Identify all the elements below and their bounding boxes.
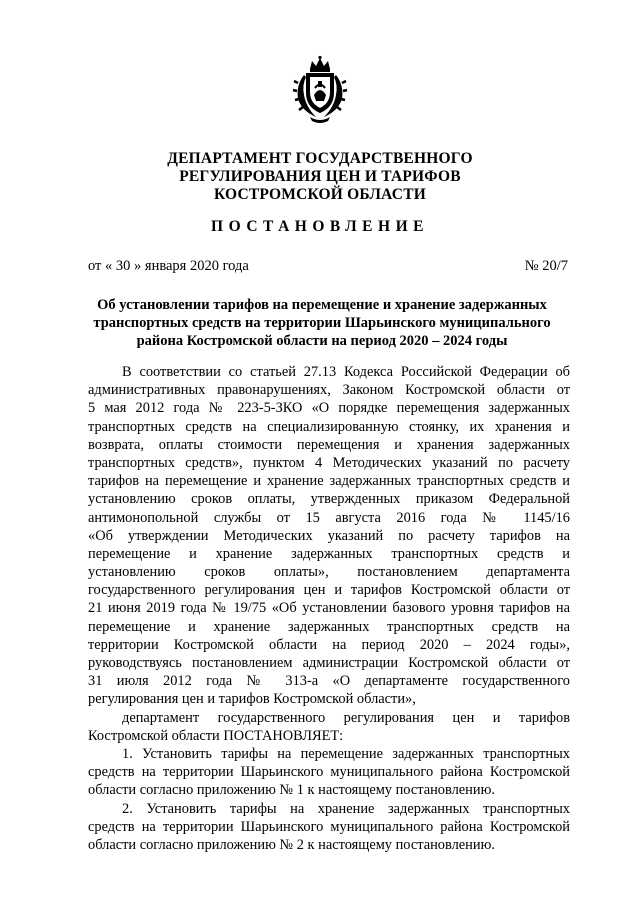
body-text-line: «Об утверждении Методических указаний по расчету тарифов на [88,527,570,544]
document-type: ПОСТАНОВЛЕНИЕ [211,218,429,235]
body-text-line: тарифов на перемещение и хранение задержанных транспортных средств и [88,473,570,490]
department-line: ДЕПАРТАМЕНТ ГОСУДАРСТВЕННОГО [167,150,473,167]
subject-line: района Костромской области на период 2020 – 2024 годы [136,333,508,349]
body-text-line: государственного регулирования цен и тарифов Костромской области от [88,582,570,599]
document-number: № 20/7 [524,258,568,274]
body-text-line: 1. Установить тарифы на перемещение задержанных транспортных [122,745,570,762]
body-text-line: возврата, оплаты стоимости перемещения и хранения задержанных [88,436,570,453]
body-text-line: перемещение и хранение задержанных транспортных средств и [88,545,570,562]
document-subject [80,296,564,350]
body-text-line: департамент государственного регулирования цен и тарифов [122,709,570,726]
coat-of-arms-icon [292,55,348,125]
department-line: КОСТРОМСКОЙ ОБЛАСТИ [213,186,426,203]
body-text-line: транспортных средств», пунктом 4 Методических указаний по расчету [88,454,570,471]
body-text-line: области согласно приложению № 1 к настоящему постановлению. [88,782,495,799]
document-body [88,363,570,854]
subject-line: транспортных средств на территории Шарьинского муниципального [93,315,551,331]
body-text-line: антимонопольной службы от 15 августа 2016 года № 1145/16 [88,509,570,526]
body-text-line: средств на территории Шарьинского муниципального района Костромской [88,764,570,781]
body-text-line: В соответствии со статьей 27.13 Кодекса Российской Федерации об [122,364,570,380]
body-text-line: 21 июня 2019 года № 19/75 «Об установлении базового уровня тарифов на [88,600,570,617]
subject-line: Об установлении тарифов на перемещение и хранение задержанных [97,297,547,313]
department-line: РЕГУЛИРОВАНИЯ ЦЕН И ТАРИФОВ [179,168,461,185]
body-text-line: средств на территории Шарьинского муниципального района Костромской [88,818,570,835]
body-text-line: 31 июля 2012 года № 313-а «О департаменте государственного [88,673,570,690]
body-text-line: административных правонарушениях, Законом Костромской области от [88,382,570,399]
body-text-line: установлению сроков оплаты, утвержденных приказом Федеральной [88,491,570,508]
body-text-line: перемещение и хранение задержанных транспортных средств на [88,618,570,635]
document-date: от « 30 » января 2020 года [88,258,249,274]
body-text-line: транспортных средств на специализированную стоянку, их хранения и [88,418,570,435]
body-text-line: Костромской области ПОСТАНОВЛЯЕТ: [88,727,344,744]
body-text-line: области согласно приложению № 2 к настоящему постановлению. [88,836,495,853]
body-text-line: руководствуясь постановлением администрации Костромской области от [88,655,570,671]
body-text-line: 2. Установить тарифы на хранение задержанных транспортных [122,800,570,817]
department-name [100,150,540,204]
body-text-line: установлению сроков оплаты», постановлением департамента [88,564,570,581]
body-text-line: 5 мая 2012 года № 223-5-ЗКО «О порядке перемещения задержанных [88,400,570,417]
body-text-line: регулирования цен и тарифов Костромской области», [88,691,416,708]
body-text-line: территории Костромской области на период 2020 – 2024 годы», [88,636,570,653]
date-number-line [88,258,568,275]
